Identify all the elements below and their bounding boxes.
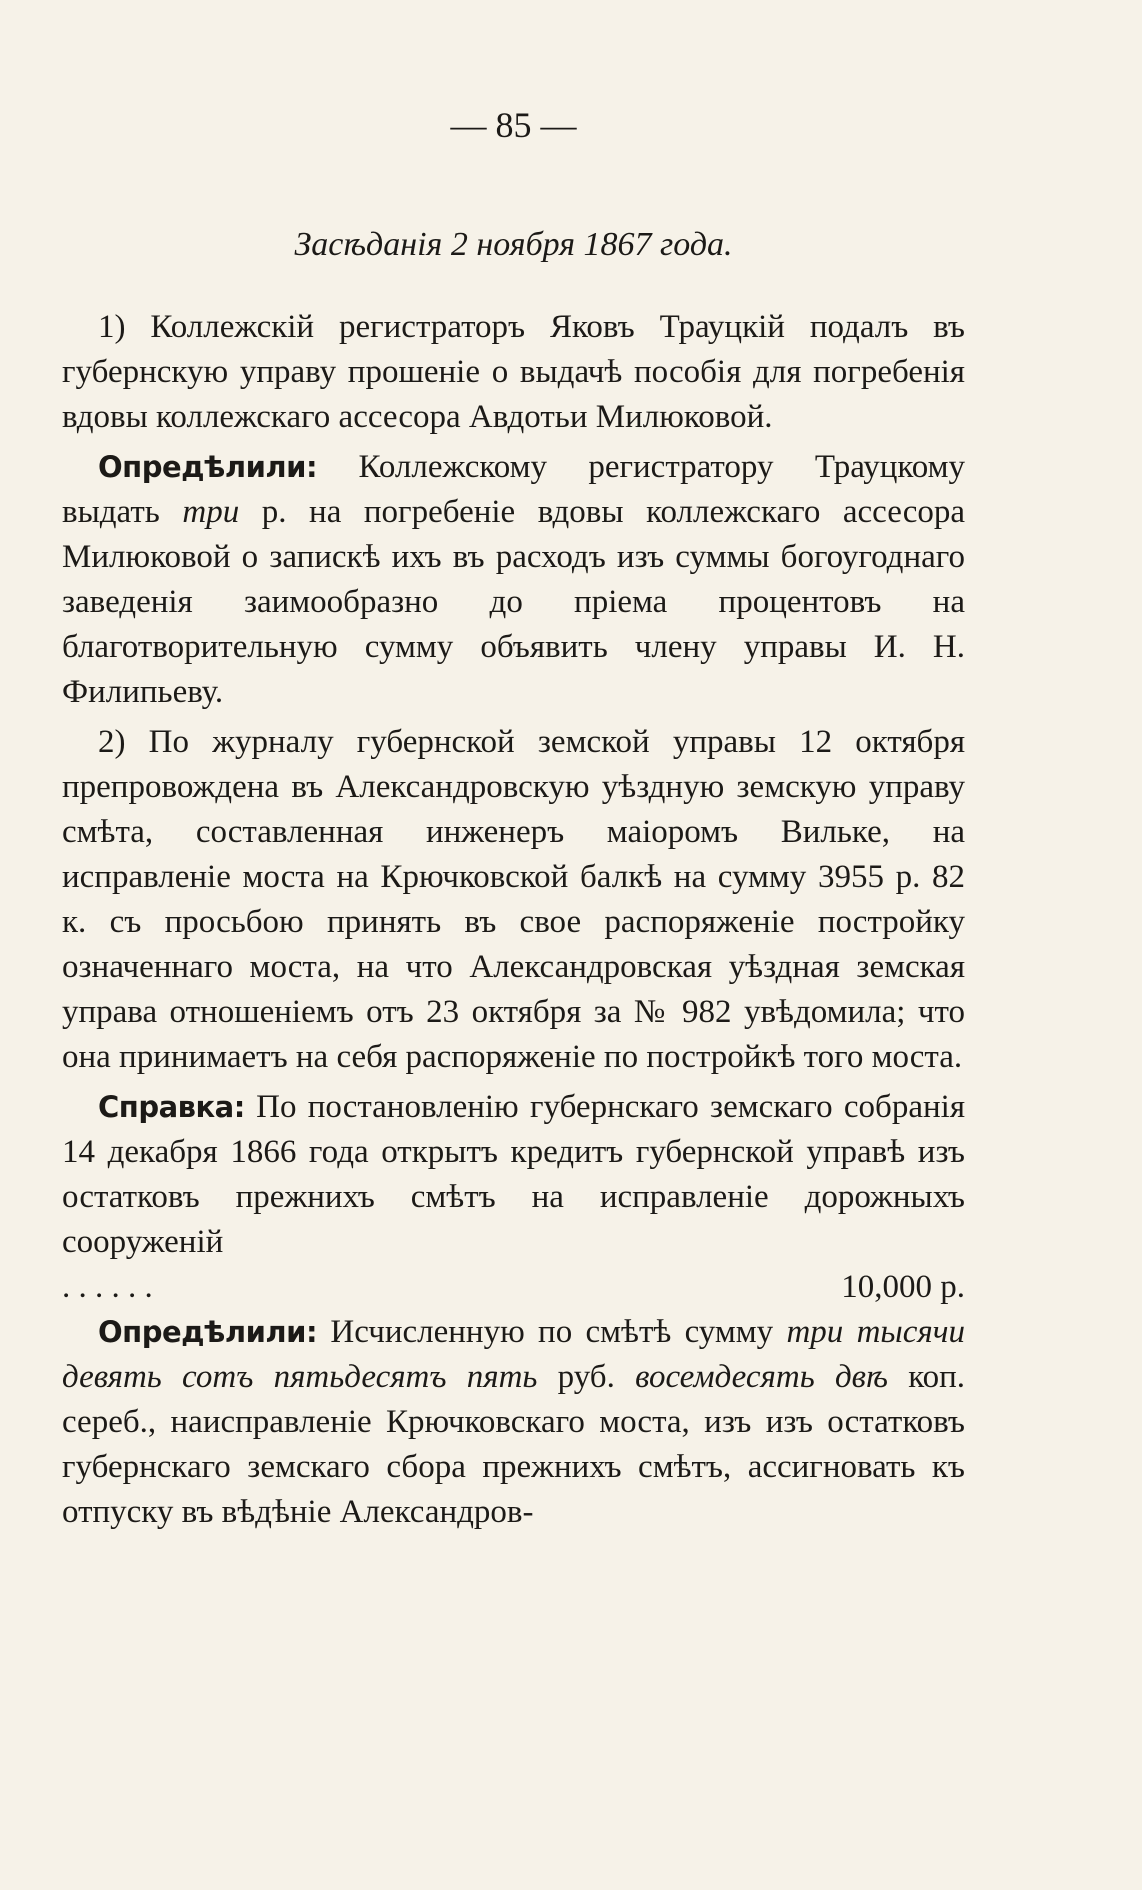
resolution-2-kopecks-words: восемдесять двѣ bbox=[635, 1359, 888, 1395]
resolution-1-text-after: р. на погребеніе вдовы коллежскаго ассесора Милюковой о запискѣ ихъ въ расходъ изъ суммы богоугоднаго заведенія заимообразно до пріема процентовъ на благотворительную сумму объявить члену управы И. Н. Филипьеву. bbox=[62, 494, 965, 710]
resolution-2-text-before: Исчисленную по смѣтѣ сумму bbox=[317, 1314, 787, 1350]
reference-paragraph bbox=[62, 1085, 965, 1265]
item-1-paragraph bbox=[62, 305, 965, 440]
page-text bbox=[62, 100, 965, 1535]
resolution-1-text-before: Коллежскому регистратору Трауцкому выдать bbox=[62, 449, 965, 530]
resolution-1-label: Опредѣлили: bbox=[98, 450, 318, 484]
reference-label: Справка: bbox=[98, 1090, 245, 1124]
resolution-2-amount-words: три тысячи девять сотъ пятьдесятъ пять bbox=[62, 1314, 965, 1395]
reference-text: По постановленію губернскаго земскаго собранія 14 декабря 1866 года открытъ кредитъ губернской управѣ изъ остатковъ прежнихъ смѣтъ на исправленіе дорожныхъ сооруженій bbox=[62, 1089, 965, 1260]
resolution-2-label: Опредѣлили: bbox=[98, 1315, 318, 1349]
reference-amount: 10,000 р. bbox=[841, 1269, 965, 1305]
reference-leader-dots: . . . . . . bbox=[62, 1269, 153, 1305]
resolution-1-paragraph bbox=[62, 445, 965, 715]
item-1-text: 1) Коллежскій регистраторъ Яковъ Трауцкій подалъ въ губернскую управу прошеніе о выдачѣ пособія для погребенія вдовы коллежскаго ассесора Авдотьи Милюковой. bbox=[62, 309, 965, 435]
resolution-2-text-after: коп. сереб., наисправленіе Крючковскаго моста, изъ изъ остатковъ губернскаго земскаго сбора прежнихъ смѣтъ, ассигновать къ отпуску въ вѣдѣніе Александров- bbox=[62, 1359, 965, 1530]
item-2-text: 2) По журналу губернской земской управы 12 октября препровождена въ Александровскую уѣздную земскую управу смѣта, составленная инженеръ маіоромъ Вильке, на исправленіе моста на Крючковской балкѣ на сумму 3955 р. 82 к. съ просьбою принять въ свое распоряженіе постройку означеннаго моста, на что Александровская уѣздная земская управа отношеніемъ отъ 23 октября за № 982 увѣдомила; что она принимаетъ на себя распоряженіе по постройкѣ того моста. bbox=[62, 724, 965, 1075]
resolution-1-amount: три bbox=[182, 494, 240, 530]
resolution-2-text-mid: руб. bbox=[537, 1359, 636, 1395]
item-2-paragraph bbox=[62, 720, 965, 1080]
session-heading: Засѣданія 2 ноября 1867 года. bbox=[294, 226, 733, 263]
resolution-2-paragraph bbox=[62, 1310, 965, 1535]
reference-amount-line bbox=[62, 1265, 965, 1310]
page-number: — 85 — bbox=[450, 105, 577, 145]
